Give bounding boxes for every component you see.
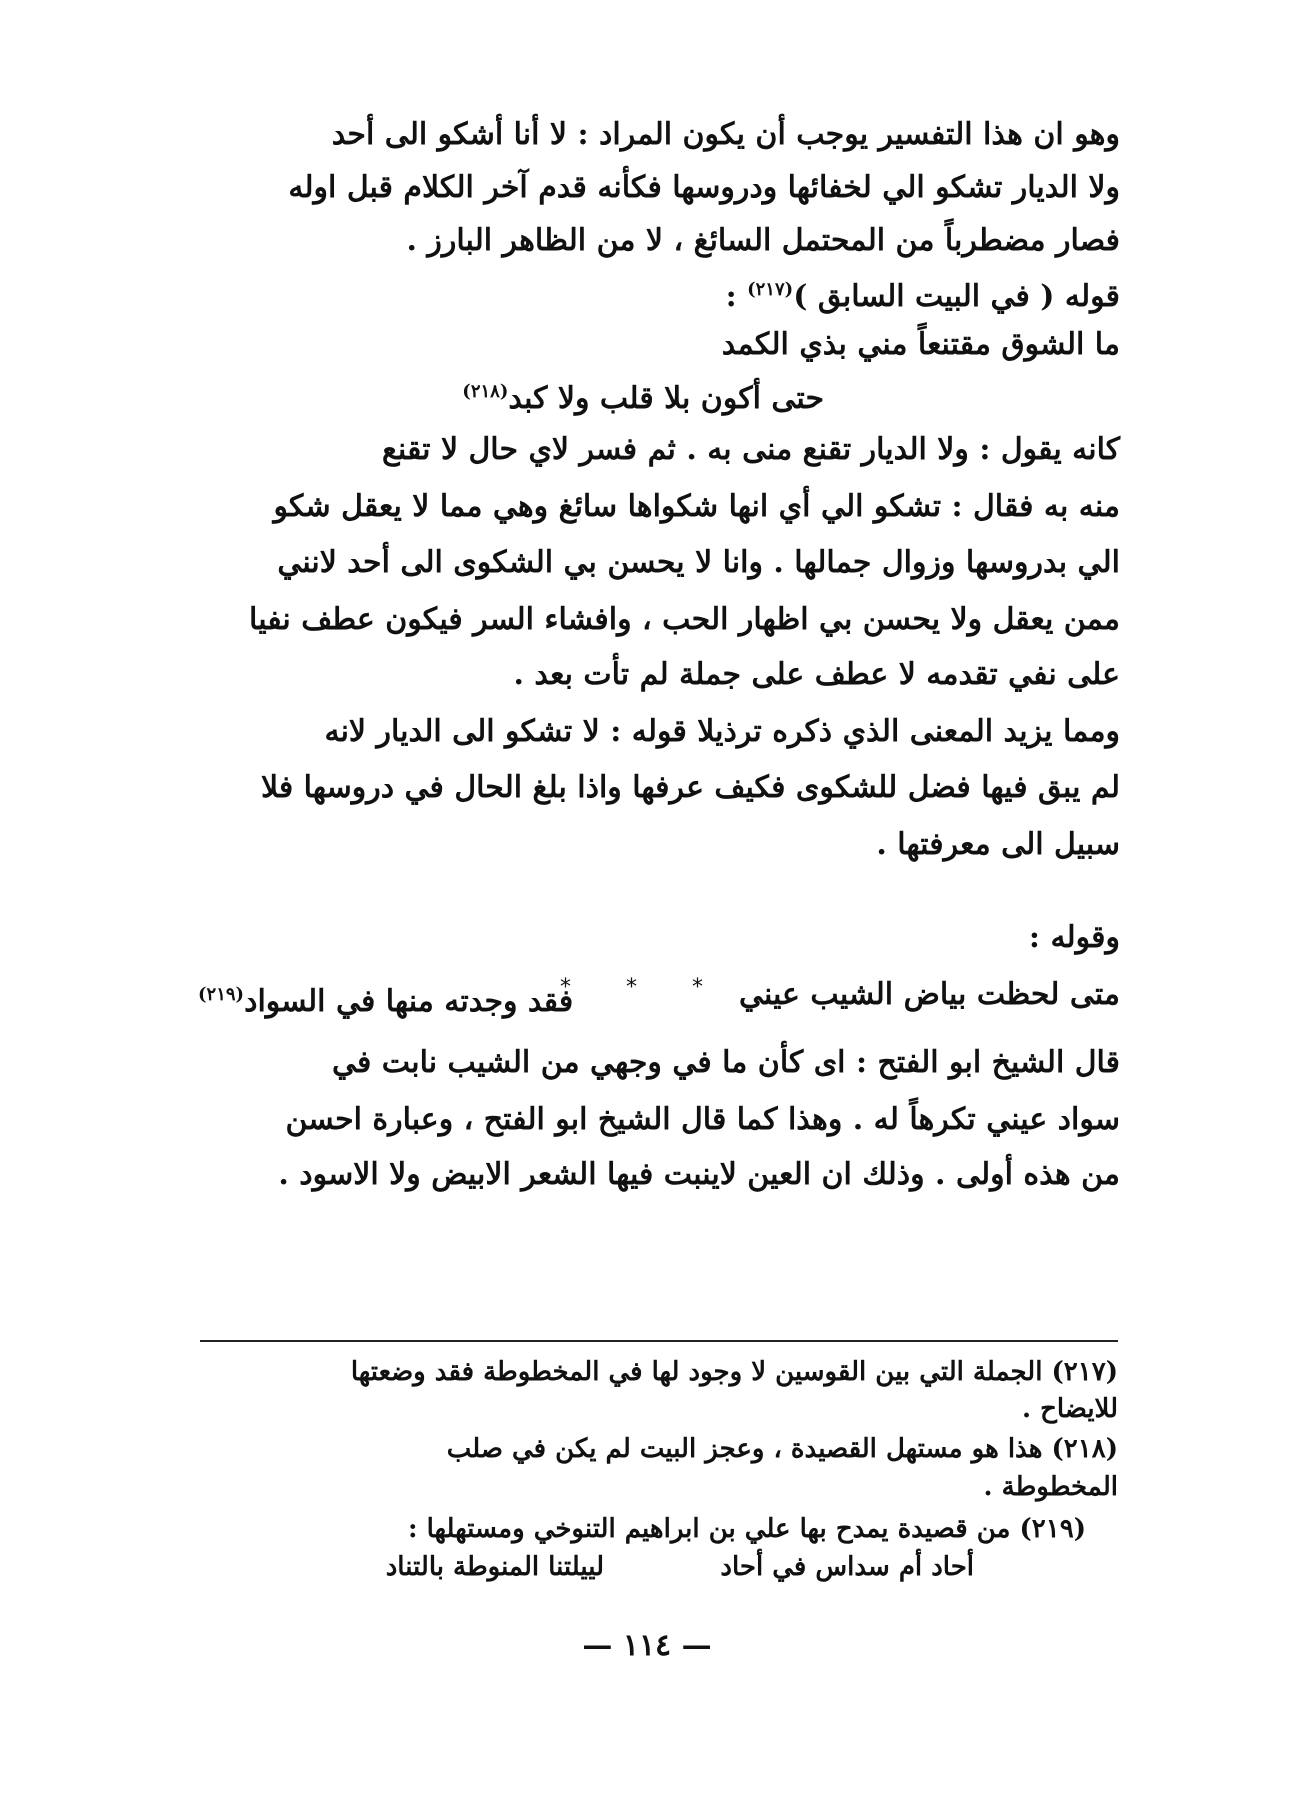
footnote-ref-218: (٢١٨) [462, 381, 509, 402]
verse-1-second-hemistich [462, 372, 824, 419]
footnote-218-line-1: (٢١٨) هذا هو مستهل القصيدة ، وعجز البيت لم يكن في صلب [446, 1434, 1118, 1464]
body-line-3: فصار مضطرباً من المحتمل السائغ ، لا من الظاهر البارز . [406, 223, 1120, 258]
footnote-218-line-2: المخطوطة . [983, 1472, 1118, 1502]
abulfath-line-3: من هذه أولى . وذلك ان العين لاينبت فيها الشعر الابيض ولا الاسود . [278, 1157, 1120, 1192]
commentary-line-3: الي بدروسها وزوال جمالها . وانا لا يحسن بي الشكوى الى أحد لانني [277, 545, 1120, 580]
footnote-verse-first: أحاد أم سداس في أحاد [720, 1552, 974, 1582]
footnote-ref-219: (٢١٩) [198, 984, 245, 1005]
footnote-219-line-1: (٢١٩) من قصيدة يمدح بها علي بن ابراهيم التنوخي ومستهلها : [407, 1514, 1086, 1544]
footnote-217-line-1: (٢١٧) الجملة التي بين القوسين لا وجود لها في المخطوطة فقد وضعتها [350, 1357, 1118, 1387]
conclusion-line-2: لم يبق فيها فضل للشكوى فكيف عرفها واذا بلغ الحال في دروسها فلا [260, 770, 1120, 805]
conclusion-line-3: سبيل الى معرفتها . [876, 827, 1120, 862]
commentary-line-5: على نفي تقدمه لا عطف على جملة لم تأت بعد . [513, 657, 1120, 692]
colon-217: : [725, 279, 737, 314]
commentary-line-1: كانه يقول : ولا الديار تقنع منى به . ثم فسر لاي حال لا تقنع [381, 432, 1120, 467]
footnote-217-line-2: للايضاح . [1021, 1394, 1118, 1424]
section-intro: وقوله : [1028, 920, 1120, 955]
commentary-line-2: منه به فقال : تشكو الي أي انها شكواها سائغ وهي مما لا يعقل شكو [273, 489, 1120, 524]
body-line-1: وهو ان هذا التفسير يوجب أن يكون المراد : لا أنا أشكو الى أحد [331, 117, 1120, 152]
verse-2-first-hemistich: متى لحظت بياض الشيب عيني [738, 977, 1120, 1012]
conclusion-line-1: ومما يزيد المعنى الذي ذكره ترذيلا قوله : لا تشكو الى الديار لانه [324, 714, 1120, 749]
body-line-4-text: قوله ( في البيت السابق ) [793, 279, 1120, 314]
abulfath-line-1: قال الشيخ ابو الفتح : اى كأن ما في وجهي من الشيب نابت في [331, 1045, 1120, 1080]
body-line-2: ولا الديار تشكو الي لخفائها ودروسها فكأنه قدم آخر الكلام قبل اوله [288, 170, 1120, 205]
body-line-4 [190, 270, 1120, 317]
footnote-verse-second: لييلتنا المنوطة بالتناد [385, 1552, 604, 1582]
section-separator: * * * [560, 975, 727, 1000]
page-number: — ١١٤ — [582, 1628, 712, 1663]
footnote-divider [200, 1340, 1118, 1342]
commentary-line-4: ممن يعقل ولا يحسن بي اظهار الحب ، وافشاء السر فيكون عطف نفيا [249, 602, 1120, 637]
verse-2-second-hemistich [198, 975, 573, 1022]
footnote-ref-217: (٢١٧) [747, 279, 794, 300]
abulfath-line-2: سواد عيني تكرهاً له . وهذا كما قال الشيخ ابو الفتح ، وعبارة احسن [285, 1102, 1120, 1137]
verse-1-first-hemistich: ما الشوق مقتنعاً مني بذي الكمد [721, 327, 1120, 362]
verse-2-second-text: فقد وجدته منها في السواد [244, 984, 574, 1019]
verse-1-second-text: حتى أكون بلا قلب ولا كبد [508, 381, 824, 416]
